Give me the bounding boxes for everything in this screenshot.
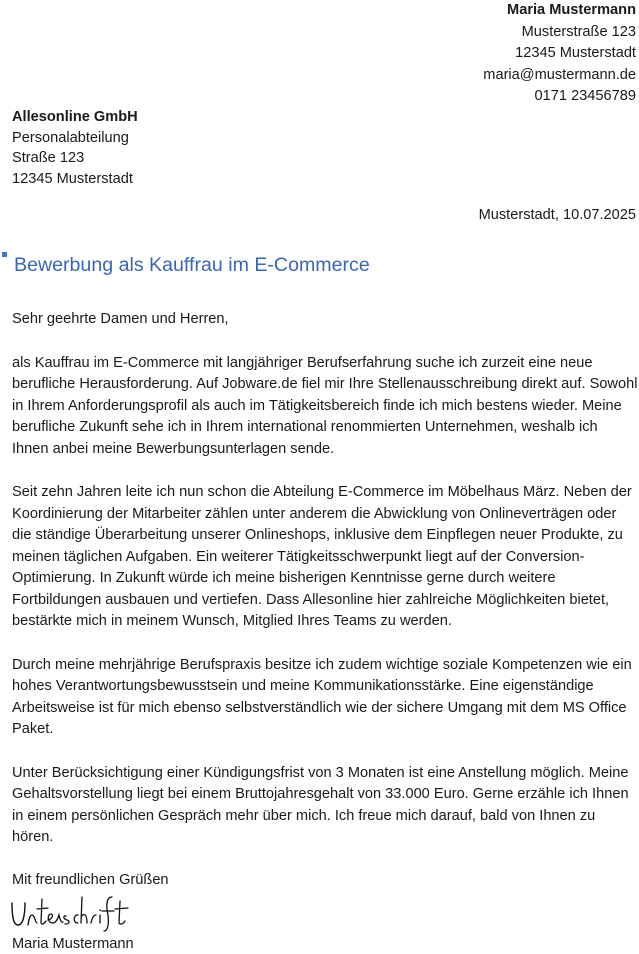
paragraph-1: als Kauffrau im E-Commerce mit langjähriger Berufserfahrung suche ich zurzeit eine neue berufliche Herausforderung. Auf Jobware.de fiel mir Ihre Stellenausschreibung direkt auf. Sowohl in Ihrem Anforderungsprofil als auch im Tätigkeitsbereich finde ich mich bestens wieder. Meine berufliche Zukunft sehe ich in Ihrem international renommierten Unternehmen, weshalb ich Ihnen anbei meine Bewerbungsunterlagen sende.: [12, 354, 638, 457]
salutation: Sehr geehrte Damen und Herren,: [12, 311, 229, 327]
recipient-department: Personalabteilung: [12, 129, 129, 146]
sender-street: Musterstraße 123: [521, 23, 636, 40]
sender-address: [483, 0, 636, 108]
letter-date: Musterstadt, 10.07.2025: [478, 207, 636, 223]
sender-name: Maria Mustermann: [507, 2, 636, 18]
recipient-address: [12, 107, 138, 189]
paragraph-2: Seit zehn Jahren leite ich nun schon die Abteilung E-Commerce im Möbelhaus März. Neben der Koordinierung der Mitarbeiter zählen unter anderem die Abwicklung von Onlineverträgen oder die ständige Überarbeitung unserer Onlineshops, inklusive dem Einpflegen neuer Produkte, zu meinen täglichen Aufgaben. Ein weiterer Tätigkeitsschwerpunkt liegt auf der Conversion-Optimierung. In Zukunft würde ich meine bisherigen Kenntnisse gerne durch weitere Fortbildungen ausbauen und vertiefen. Dass Allesonline hier zahlreiche Möglichkeiten bietet, bestärkte mich in meinem Wunsch, Mitglied Ihres Teams zu werden.: [12, 484, 632, 629]
paragraph-4: Unter Berücksichtigung einer Kündigungsfrist von 3 Monaten ist eine Anstellung möglich. Meine Gehaltsvorstellung liegt bei einem Bruttojahresgehalt von 33.000 Euro. Gerne erzähle ich Ihnen in einem persönlichen Gespräch mehr über mich. Ich freue mich darauf, bald von Ihnen zu hören.: [12, 764, 629, 845]
recipient-company: Allesonline GmbH: [12, 109, 138, 125]
closing-phrase: Mit freundlichen Grüßen: [12, 872, 169, 888]
sender-city: 12345 Musterstadt: [515, 45, 636, 61]
sender-email: maria@mustermann.de: [483, 66, 636, 83]
sender-phone: 0171 23456789: [534, 88, 636, 104]
recipient-street: Straße 123: [12, 150, 85, 166]
handwritten-signature: [8, 893, 138, 937]
paragraph-3: Durch meine mehrjährige Berufspraxis besitze ich zudem wichtige soziale Kompetenzen wie ein hohes Verantwortungsbewusstsein und meine Kommunikationsstärke. Eine eigenständige Arbeitsweise ist für mich ebenso selbstverständlich wie der sichere Umgang mit dem MS Office Paket.: [12, 656, 632, 737]
letter-body: [12, 309, 638, 871]
signer-name: Maria Mustermann: [12, 936, 134, 952]
signature-image: [8, 893, 138, 933]
heading-marker: [2, 252, 7, 257]
subject-heading: Bewerbung als Kauffrau im E-Commerce: [14, 254, 370, 276]
recipient-city: 12345 Musterstadt: [12, 170, 133, 187]
